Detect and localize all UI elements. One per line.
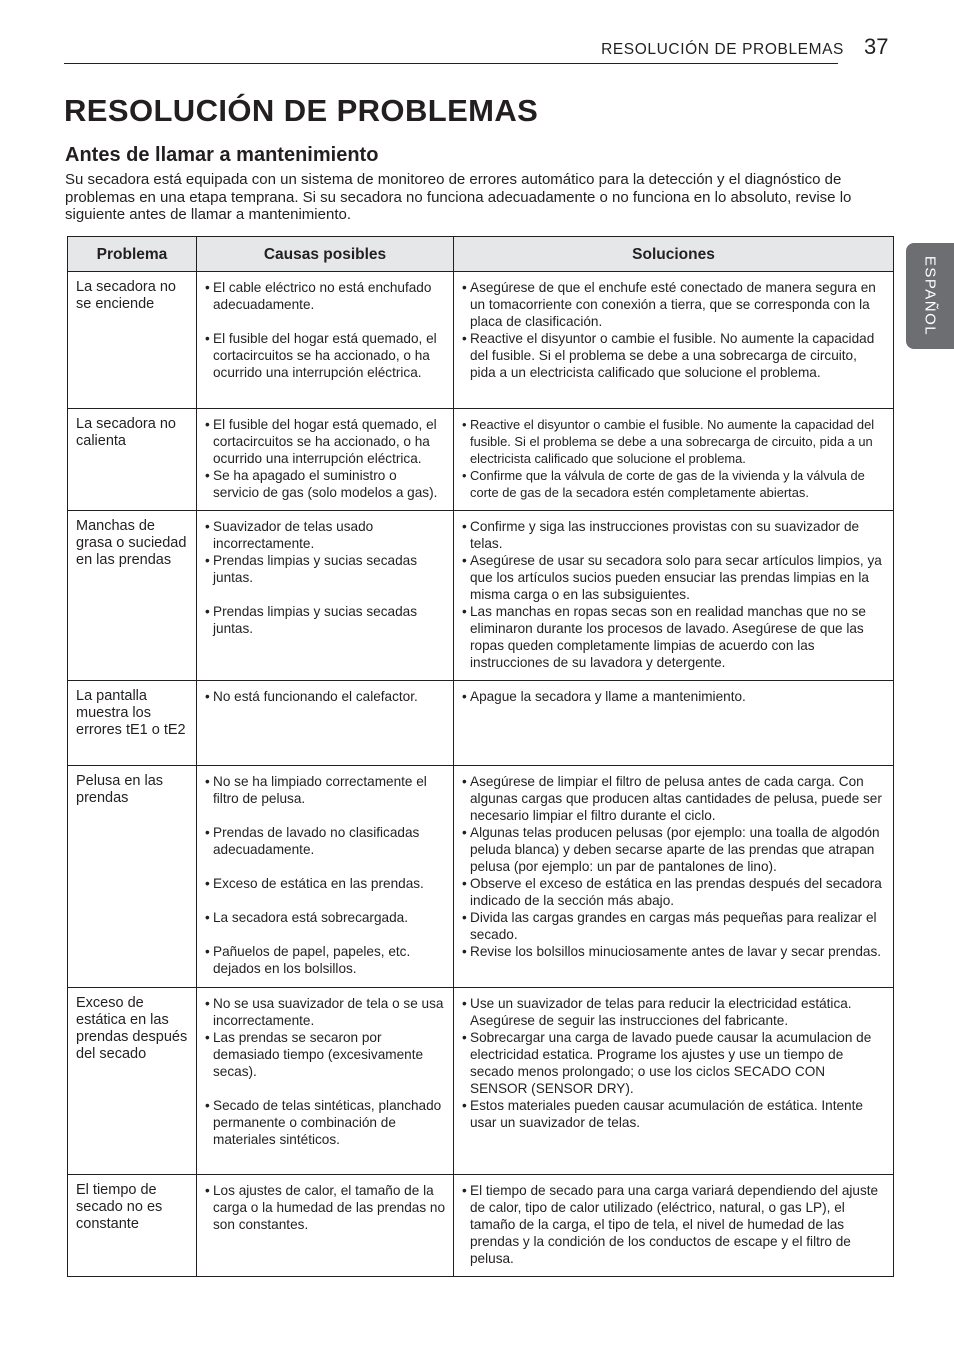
solution-item: • Apague la secadora y llame a mantenimiento. (462, 688, 885, 705)
cause-item: • Suavizador de telas usado incorrectamente. (205, 518, 445, 552)
solutions-list (462, 1182, 885, 1267)
solution-item: • Estos materiales pueden causar acumulación de estática. Intente usar un suavizador de telas. (462, 1097, 885, 1131)
solution-item: • Asegúrese de usar su secadora solo para secar artículos limpios, ya que los artículos sucios pueden ensuciar las prendas limpias en la misma carga o en las subsiguientes. (462, 552, 885, 603)
solution-item: • Las manchas en ropas secas son en realidad manchas que no se eliminaron durante los procesos de lavado. Asegúrese de que las ropas queden completamente limpias de acuerdo con las instrucciones de su lavadora y detergente. (462, 603, 885, 671)
problem-cell: La secadora no calienta (68, 409, 197, 511)
section-title: Antes de llamar a mantenimiento (65, 144, 379, 166)
table-header-row (68, 237, 894, 272)
cause-item: • Se ha apagado el suministro o servicio de gas (solo modelos a gas). (205, 467, 445, 501)
page-title: RESOLUCIÓN DE PROBLEMAS (64, 93, 539, 128)
running-header (64, 36, 844, 64)
causes-cell (197, 766, 454, 988)
solutions-cell (454, 1175, 894, 1277)
solution-item: • Asegúrese de que el enchufe esté conectado de manera segura en un tomacorriente con conexión a tierra, que se corresponda con la placa de clasificación. (462, 279, 885, 330)
solutions-cell (454, 988, 894, 1175)
cause-item: • El fusible del hogar está quemado, el cortacircuitos se ha accionado, o ha ocurrido una interrupción eléctrica. (205, 330, 445, 381)
solutions-list (462, 773, 885, 960)
language-tab-label: ESPAÑOL (921, 255, 939, 337)
solutions-list (462, 279, 885, 381)
solution-item: • Reactive el disyuntor o cambie el fusible. No aumente la capacidad del fusible. Si el problema se debe a una sobrecarga de circuito, pida a un electricista calificado que solucione el problema. (462, 416, 885, 467)
column-header-causes: Causas posibles (197, 237, 454, 272)
solution-item: • Algunas telas producen pelusas (por ejemplo: una toalla de algodón peluda blanca) y deben secarse aparte de las prendas que atrapan pelusa (por ejemplo: un par de pantalones de lino). (462, 824, 885, 875)
causes-cell (197, 272, 454, 409)
cause-item: • No se usa suavizador de tela o se usa incorrectamente. (205, 995, 445, 1029)
cause-item: • Exceso de estática en las prendas. (205, 875, 445, 892)
column-header-problem: Problema (68, 237, 197, 272)
column-header-solutions: Soluciones (454, 237, 894, 272)
problem-cell: La pantalla muestra los errores tE1 o tE2 (68, 681, 197, 766)
causes-cell (197, 1175, 454, 1277)
solution-item: • Revise los bolsillos minuciosamente antes de lavar y secar prendas. (462, 943, 885, 960)
solution-item: • Use un suavizador de telas para reducir la electricidad estática. Asegúrese de seguir las instrucciones del fabricante. (462, 995, 885, 1029)
cause-item: • Pañuelos de papel, papeles, etc. dejados en los bolsillos. (205, 943, 445, 977)
cause-item: • No está funcionando el calefactor. (205, 688, 445, 705)
page-number: 37 (864, 34, 889, 59)
cause-item: • La secadora está sobrecargada. (205, 909, 445, 926)
cause-item: • Prendas limpias y sucias secadas juntas. (205, 603, 445, 637)
causes-list (205, 279, 445, 381)
solutions-cell (454, 272, 894, 409)
table-row (68, 988, 894, 1175)
problem-cell: La secadora no se enciende (68, 272, 197, 409)
solution-item: • Observe el exceso de estática en las prendas después del secadora indicado de la sección más abajo. (462, 875, 885, 909)
causes-list (205, 773, 445, 977)
causes-list (205, 416, 445, 501)
cause-item: • Los ajustes de calor, el tamaño de la carga o la humedad de las prendas no son constantes. (205, 1182, 445, 1233)
table-row (68, 1175, 894, 1277)
cause-item: • El cable eléctrico no está enchufado adecuadamente. (205, 279, 445, 313)
problem-cell: El tiempo de secado no es constante (68, 1175, 197, 1277)
solution-item: • Confirme que la válvula de corte de gas de la vivienda y la válvula de corte de gas de la secadora estén completamente abiertas. (462, 467, 885, 501)
problem-cell: Pelusa en las prendas (68, 766, 197, 988)
causes-list (205, 995, 445, 1148)
causes-list (205, 1182, 445, 1233)
solutions-list (462, 688, 885, 705)
solutions-list (462, 995, 885, 1131)
causes-cell (197, 681, 454, 766)
solution-item: • Reactive el disyuntor o cambie el fusible. No aumente la capacidad del fusible. Si el problema se debe a una sobrecarga de circuito, pida a un electricista calificado que solucione el problema. (462, 330, 885, 381)
troubleshooting-table (67, 236, 894, 1277)
cause-item: • El fusible del hogar está quemado, el cortacircuitos se ha accionado, o ha ocurrido una interrupción eléctrica. (205, 416, 445, 467)
causes-cell (197, 988, 454, 1175)
table-row (68, 681, 894, 766)
causes-list (205, 518, 445, 637)
solution-item: • Sobrecargar una carga de lavado puede causar la acumulacion de electricidad estatica. Programe los ajustes y use un tiempo de secado menos prolongado; o use los ciclos SECADO CON SENSOR (SENSOR DRY). (462, 1029, 885, 1097)
solutions-cell (454, 766, 894, 988)
solution-item: • Divida las cargas grandes en cargas más pequeñas para realizar el secado. (462, 909, 885, 943)
solutions-cell (454, 681, 894, 766)
solutions-cell (454, 409, 894, 511)
causes-list (205, 688, 445, 705)
solution-item: • El tiempo de secado para una carga variará dependiendo del ajuste de calor, tipo de calor utilizado (eléctrico, natural, o gas LP), el tamaño de la carga, el tipo de tela, el nivel de humedad de las prendas y la condición de los conductos de escape y el filtro de pelusa. (462, 1182, 885, 1267)
solution-item: • Confirme y siga las instrucciones provistas con su suavizador de telas. (462, 518, 885, 552)
cause-item: • Secado de telas sintéticas, planchado permanente o combinación de materiales sintéticos. (205, 1097, 445, 1148)
cause-item: • Las prendas se secaron por demasiado tiempo (excesivamente secas). (205, 1029, 445, 1080)
solutions-cell (454, 511, 894, 681)
causes-cell (197, 409, 454, 511)
cause-item: • No se ha limpiado correctamente el filtro de pelusa. (205, 773, 445, 807)
table-row (68, 511, 894, 681)
table-row (68, 272, 894, 409)
causes-cell (197, 511, 454, 681)
language-tab (906, 243, 954, 349)
table-row (68, 409, 894, 511)
running-header-title: RESOLUCIÓN DE PROBLEMAS (601, 41, 844, 58)
solution-item: • Asegúrese de limpiar el filtro de pelusa antes de cada carga. Con algunas cargas que producen altas cantidades de pelusa, puede ser necesario limpiar el filtro durante el ciclo. (462, 773, 885, 824)
cause-item: • Prendas limpias y sucias secadas juntas. (205, 552, 445, 586)
solutions-list (462, 416, 885, 501)
cause-item: • Prendas de lavado no clasificadas adecuadamente. (205, 824, 445, 858)
problem-cell: Exceso de estática en las prendas después del secado (68, 988, 197, 1175)
intro-paragraph: Su secadora está equipada con un sistema de monitoreo de errores automático para la detección y el diagnóstico de problemas en una etapa temprana. Si su secadora no funciona adecuadamente o no funciona en lo absoluto, revise lo siguiente antes de llamar a mantenimiento. (65, 171, 852, 224)
table-row (68, 766, 894, 988)
solutions-list (462, 518, 885, 671)
problem-cell: Manchas de grasa o suciedad en las prendas (68, 511, 197, 681)
